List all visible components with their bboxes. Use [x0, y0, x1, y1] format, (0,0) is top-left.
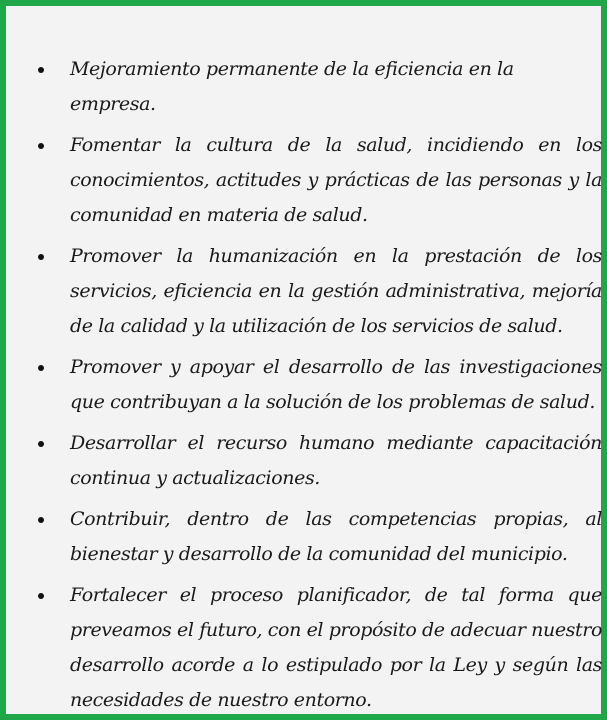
bullet-icon — [38, 517, 44, 523]
list-item-text: Promover la humanización en la prestación de los servicios, eficiencia en la gestión administrativa, mejoría de la calidad y la utilización de los servicios de salud. — [70, 245, 602, 337]
objectives-list — [36, 52, 602, 724]
list-item — [36, 426, 602, 496]
list-item — [36, 578, 602, 718]
list-item — [36, 128, 602, 233]
list-item — [36, 239, 602, 344]
list-item-text: Fomentar la cultura de la salud, incidiendo en los conocimientos, actitudes y prácticas de las personas y la comunidad en materia de salud. — [70, 134, 602, 226]
list-item-text: Contribuir, dentro de las competencias propias, al bienestar y desarrollo de la comunidad del municipio. — [70, 508, 602, 565]
list-item-text: Desarrollar el recurso humano mediante capacitación continua y actualizaciones. — [70, 432, 602, 489]
list-item-text: Promover y apoyar el desarrollo de las investigaciones que contribuyan a la solución de los problemas de salud. — [70, 356, 602, 413]
list-item — [36, 502, 602, 572]
bullet-icon — [38, 365, 44, 371]
list-item — [36, 52, 602, 122]
list-item-text: Fortalecer el proceso planificador, de tal forma que preveamos el futuro, con el propósito de adecuar nuestro desarrollo acorde a lo estipulado por la Ley y según las necesidades de nuestro entorno. — [70, 584, 602, 711]
list-item-text: Mejoramiento permanente de la eficiencia en la empresa. — [70, 58, 514, 115]
bullet-icon — [38, 67, 44, 73]
bullet-icon — [38, 254, 44, 260]
bullet-icon — [38, 593, 44, 599]
list-item — [36, 350, 602, 420]
bullet-icon — [38, 441, 44, 447]
bullet-icon — [38, 143, 44, 149]
